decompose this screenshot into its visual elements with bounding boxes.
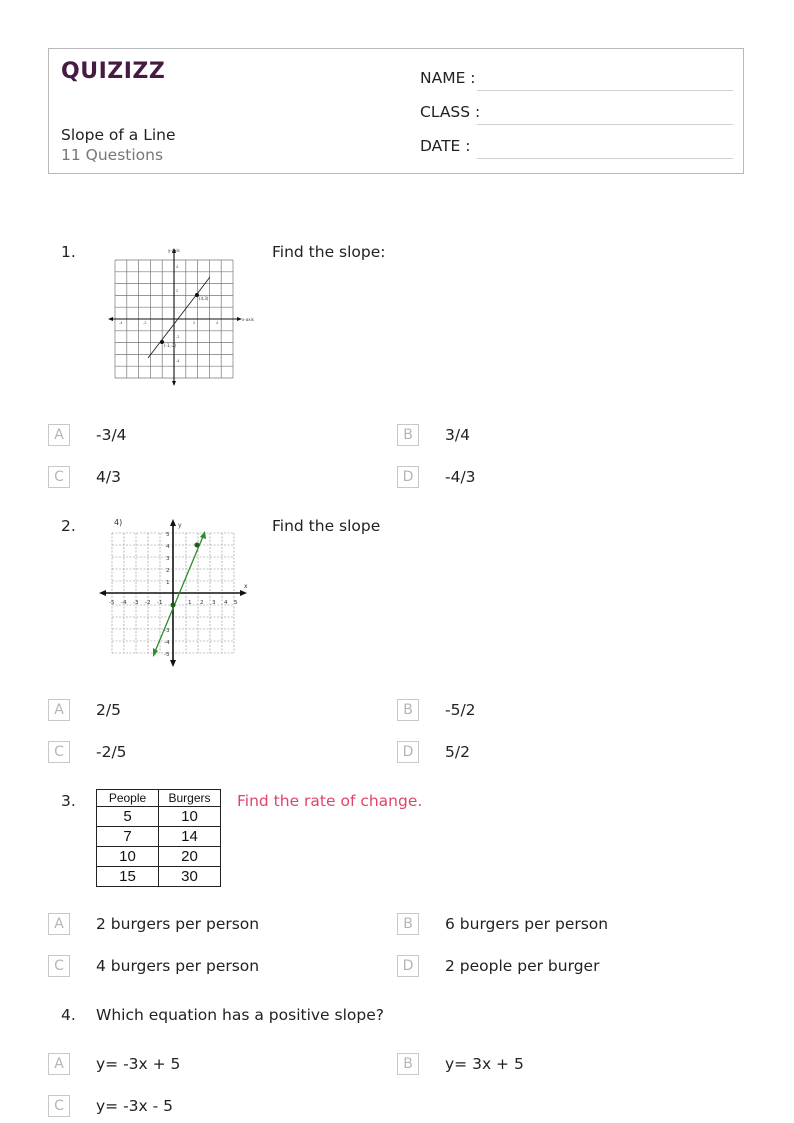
svg-text:-2: -2 (176, 335, 180, 339)
question-text: Which equation has a positive slope? (96, 1006, 384, 1024)
svg-text:4: 4 (216, 321, 219, 325)
svg-text:1: 1 (166, 580, 170, 586)
option-b-text[interactable]: 6 burgers per person (445, 915, 609, 933)
option-letter-b[interactable]: B (397, 424, 419, 446)
option-letter-d[interactable]: D (397, 466, 419, 488)
question-count: 11 Questions (61, 146, 164, 164)
name-field[interactable] (477, 89, 733, 91)
table-cell: 14 (159, 827, 221, 847)
question-number: 1. (61, 243, 76, 261)
svg-text:-1: -1 (157, 600, 163, 606)
q2-graph (96, 514, 252, 672)
option-c-text[interactable]: y= -3x - 5 (96, 1097, 174, 1115)
svg-text:2: 2 (200, 600, 204, 606)
people-burgers-table (96, 789, 221, 887)
svg-text:2: 2 (176, 289, 179, 293)
date-label: DATE : (420, 137, 471, 155)
date-field[interactable] (477, 157, 733, 159)
svg-text:5: 5 (166, 532, 170, 538)
option-letter-b[interactable]: B (397, 699, 419, 721)
option-letter-c[interactable]: C (48, 466, 70, 488)
svg-text:4: 4 (166, 544, 170, 550)
svg-text:-4: -4 (176, 359, 180, 363)
table-header: Burgers (159, 790, 221, 807)
svg-text:4: 4 (176, 265, 179, 269)
svg-text:-3: -3 (164, 628, 170, 634)
svg-text:5: 5 (234, 600, 238, 606)
table-header-row (97, 790, 221, 807)
svg-text:x-axis: x-axis (242, 317, 254, 322)
svg-text:-3: -3 (133, 600, 139, 606)
option-c-text[interactable]: -2/5 (96, 743, 127, 761)
table-header: People (97, 790, 159, 807)
option-c-text[interactable]: 4/3 (96, 468, 121, 486)
svg-text:-2: -2 (143, 321, 147, 325)
q2-plotted-line (154, 534, 204, 654)
option-letter-c[interactable]: C (48, 741, 70, 763)
question-number: 3. (61, 792, 76, 810)
option-letter-a[interactable]: A (48, 699, 70, 721)
class-field[interactable] (477, 123, 733, 125)
q2-graph-label: 4) (114, 518, 123, 527)
quizizz-logo: QUIZIZZ (61, 59, 166, 84)
option-a-text[interactable]: y= -3x + 5 (96, 1055, 181, 1073)
option-letter-d[interactable]: D (397, 741, 419, 763)
svg-text:-4: -4 (121, 600, 127, 606)
svg-text:y: y (178, 522, 182, 529)
option-b-text[interactable]: 3/4 (445, 426, 470, 444)
svg-text:-4: -4 (164, 640, 170, 646)
table-row (97, 807, 221, 827)
q2-axes (102, 522, 244, 664)
table-cell: 30 (159, 867, 221, 887)
q2-point (195, 543, 200, 548)
table-row (97, 847, 221, 867)
svg-text:3: 3 (212, 600, 216, 606)
option-d-text[interactable]: -4/3 (445, 468, 476, 486)
question-text: Find the rate of change. (237, 792, 423, 810)
question-text: Find the slope (272, 517, 381, 535)
svg-text:-4: -4 (119, 321, 123, 325)
option-c-text[interactable]: 4 burgers per person (96, 957, 260, 975)
table-cell: 5 (97, 807, 159, 827)
svg-text:y-axis: y-axis (168, 248, 180, 253)
option-letter-a[interactable]: A (48, 1053, 70, 1075)
table-cell: 10 (97, 847, 159, 867)
option-letter-d[interactable]: D (397, 955, 419, 977)
svg-text:1: 1 (188, 600, 192, 606)
class-label: CLASS : (420, 103, 481, 121)
name-label: NAME : (420, 69, 476, 87)
option-a-text[interactable]: 2 burgers per person (96, 915, 260, 933)
worksheet-header (48, 48, 744, 174)
table-row (97, 867, 221, 887)
option-b-text[interactable]: y= 3x + 5 (445, 1055, 524, 1073)
table-cell: 20 (159, 847, 221, 867)
table-row (97, 827, 221, 847)
svg-text:2: 2 (166, 568, 170, 574)
table-cell: 7 (97, 827, 159, 847)
q2-point (171, 603, 176, 608)
svg-text:(-1,-2): (-1,-2) (164, 343, 177, 348)
option-letter-a[interactable]: A (48, 424, 70, 446)
option-letter-b[interactable]: B (397, 913, 419, 935)
question-text: Find the slope: (272, 243, 386, 261)
q1-graph (106, 244, 256, 390)
option-b-text[interactable]: -5/2 (445, 701, 476, 719)
svg-text:x: x (244, 583, 248, 590)
option-d-text[interactable]: 5/2 (445, 743, 470, 761)
option-a-text[interactable]: -3/4 (96, 426, 127, 444)
question-number: 2. (61, 517, 76, 535)
q1-plotted-line (148, 277, 210, 358)
svg-text:-2: -2 (145, 600, 151, 606)
option-letter-b[interactable]: B (397, 1053, 419, 1075)
option-letter-a[interactable]: A (48, 913, 70, 935)
table-cell: 10 (159, 807, 221, 827)
option-a-text[interactable]: 2/5 (96, 701, 121, 719)
svg-text:(4,3): (4,3) (199, 296, 209, 301)
question-number: 4. (61, 1006, 76, 1024)
svg-text:3: 3 (166, 556, 170, 562)
option-letter-c[interactable]: C (48, 1095, 70, 1117)
option-letter-c[interactable]: C (48, 955, 70, 977)
svg-text:-5: -5 (109, 600, 115, 606)
svg-text:-5: -5 (164, 652, 170, 658)
table-cell: 15 (97, 867, 159, 887)
worksheet-title: Slope of a Line (61, 126, 176, 144)
option-d-text[interactable]: 2 people per burger (445, 957, 600, 975)
svg-text:2: 2 (193, 321, 196, 325)
svg-text:4: 4 (224, 600, 228, 606)
